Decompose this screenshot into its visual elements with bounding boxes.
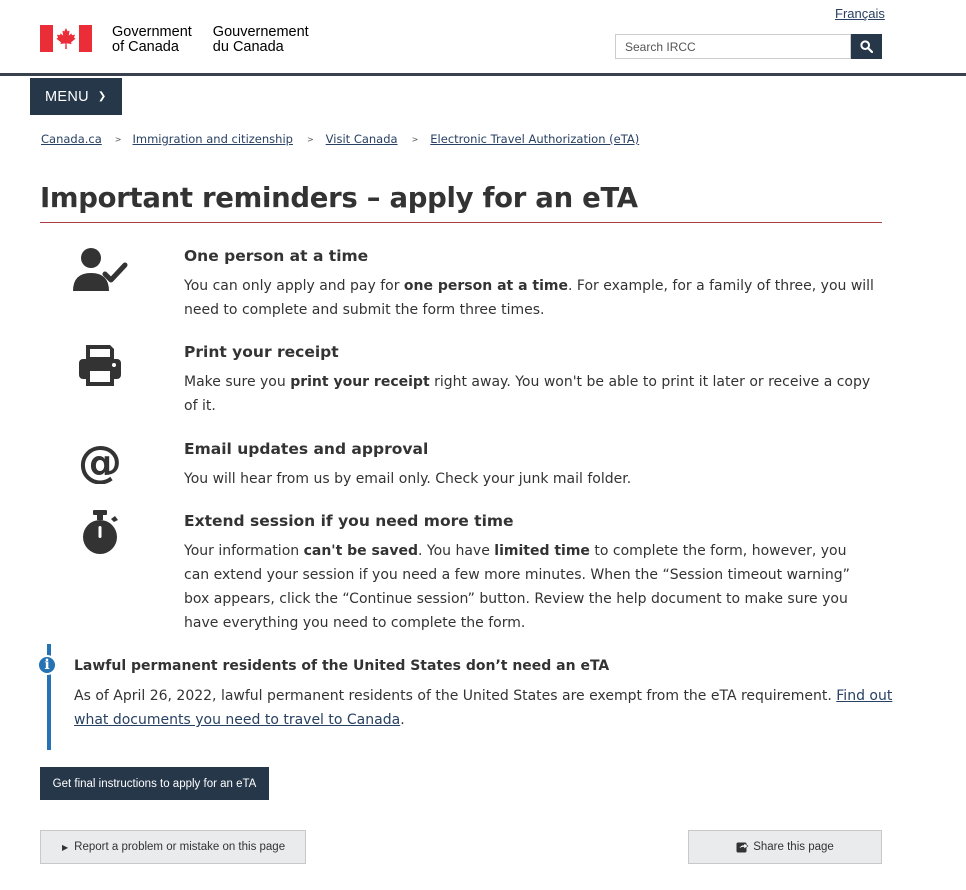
- documents-link[interactable]: Find out what documents you need to travel to Canada: [74, 688, 893, 728]
- alert-heading: Lawful permanent residents of the United States don’t need an eTA: [74, 658, 610, 674]
- breadcrumb-separator-icon: >: [411, 134, 419, 144]
- breadcrumb-link-canada[interactable]: Canada.ca: [41, 132, 102, 146]
- reminder-heading: Email updates and approval: [184, 440, 429, 458]
- breadcrumb-separator-icon: >: [306, 134, 314, 144]
- alert-text: As of April 26, 2022, lawful permanent residents of the United States are exempt from the eTA requirement. Find out what documents you need to travel to Canada.: [74, 688, 893, 728]
- gov-fr-line1: Gouvernement: [212, 24, 309, 40]
- canada-flag-icon: [40, 25, 92, 52]
- triangle-right-icon: ▶: [62, 842, 69, 852]
- search-button[interactable]: [851, 34, 882, 59]
- report-label: Report a problem or mistake on this page: [74, 841, 286, 853]
- report-problem-button[interactable]: [40, 830, 306, 864]
- reminder-heading: One person at a time: [184, 247, 369, 265]
- gov-en-line1: Government: [112, 24, 192, 40]
- share-page-button[interactable]: [688, 830, 882, 864]
- info-alert: [44, 644, 893, 750]
- government-of-canada-signature[interactable]: [40, 25, 330, 55]
- gov-en-line2: of Canada: [112, 39, 179, 55]
- breadcrumb-separator-icon: >: [114, 134, 122, 144]
- reminder-text: Your information can't be saved. You have limited time to complete the form, however, you can extend your session if you need a few more minutes. When the “Session timeout warning” box appears, click the “Continue session” button. Review the help document to make sure you have everything you need to complete the form.: [184, 543, 850, 631]
- reminder-heading: Extend session if you need more time: [184, 512, 514, 530]
- title-underline: [40, 222, 882, 223]
- reminder-text: Make sure you print your receipt right away. You won't be able to print it later or receive a copy of it.: [184, 374, 871, 414]
- menu-button[interactable]: [30, 78, 122, 115]
- share-icon: [736, 841, 749, 853]
- breadcrumb-link-visit-canada[interactable]: Visit Canada: [325, 132, 398, 146]
- search-form: [615, 34, 882, 59]
- stopwatch-icon: [68, 510, 132, 556]
- at-sign-icon: [68, 440, 132, 484]
- search-input[interactable]: [615, 34, 851, 59]
- breadcrumb-link-immigration[interactable]: Immigration and citizenship: [132, 132, 293, 146]
- menu-label: MENU: [45, 88, 89, 105]
- gov-fr-line2: du Canada: [212, 39, 284, 55]
- reminder-heading: Print your receipt: [184, 343, 339, 361]
- chevron-down-icon: ❯: [97, 91, 107, 102]
- printer-icon: [68, 343, 132, 387]
- get-final-instructions-button[interactable]: Get final instructions to apply for an eTA: [40, 767, 269, 800]
- page-title: Important reminders – apply for an eTA: [40, 182, 638, 214]
- reminder-text: You will hear from us by email only. Check your junk mail folder.: [184, 471, 632, 487]
- info-icon: i: [37, 655, 57, 675]
- header-divider: [0, 73, 966, 76]
- language-toggle-link[interactable]: Français: [835, 6, 885, 21]
- reminder-text: You can only apply and pay for one person at a time. For example, for a family of three, you will need to complete and submit the form three times.: [184, 278, 874, 318]
- user-check-icon: [68, 247, 132, 291]
- breadcrumb: [41, 132, 639, 146]
- breadcrumb-link-eta[interactable]: Electronic Travel Authorization (eTA): [430, 132, 640, 146]
- svg-text:@: @: [78, 440, 122, 484]
- share-label: Share this page: [753, 841, 834, 853]
- search-icon: [860, 40, 873, 53]
